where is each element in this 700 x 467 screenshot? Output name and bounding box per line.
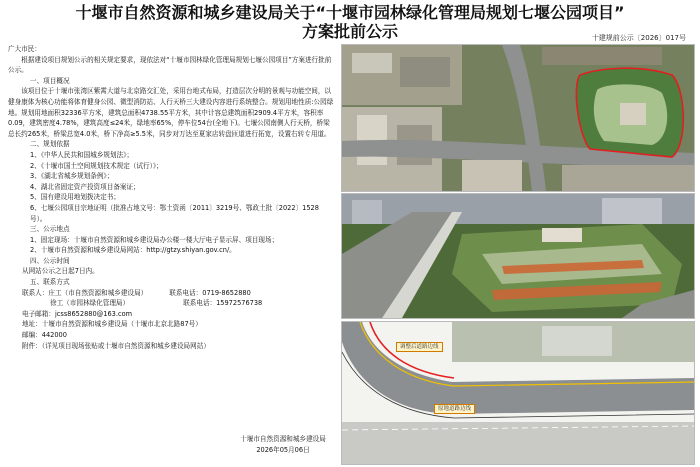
basis-item-2: 2、《十堰市国土空间规划技术规定（试行）》； bbox=[30, 161, 163, 170]
basis-item-5: 5、国有建设用地划拨决定书； bbox=[30, 193, 120, 202]
section-2-title: 二、规划依据 bbox=[30, 140, 70, 149]
road-drawing-image bbox=[341, 321, 695, 465]
rendering-image bbox=[341, 193, 695, 319]
adjusted-road-edge-label: 调整后道路边线 bbox=[396, 342, 443, 352]
contact-person-2: 徐工（市园林绿化管理局） bbox=[50, 299, 130, 308]
intro-paragraph: 根据建设项目规划公示的相关规定要求，现依法对“十堰市园林绿化管理局规划七堰公园项目”方案进行批前公示。 bbox=[8, 55, 332, 75]
section-5-title: 五、联系方式 bbox=[30, 278, 70, 287]
original-road-edge-label: 原地道路边线 bbox=[434, 404, 475, 414]
basis-item-3: 3、《湖北省城乡规划条例》； bbox=[30, 172, 114, 181]
greeting: 广大市民： bbox=[8, 45, 41, 53]
section-4-text: 从网站公示之日起7日内。 bbox=[22, 267, 99, 276]
basis-item-4: 4、湖北省固定资产投资项目备案证； bbox=[30, 182, 140, 191]
signature-block bbox=[228, 434, 338, 455]
location-item-2: 2、十堰市自然资源和城乡建设局网站：http://gtzy.shiyan.gov.cn/。 bbox=[30, 246, 236, 255]
contact-person-1: 联系人：庄工（市自然资源和城乡建设局） bbox=[22, 288, 148, 297]
contact-row-1 bbox=[8, 288, 335, 299]
contact-address: 地址：十堰市自然资源和城乡建设局（十堰市北京北路87号） bbox=[22, 320, 202, 329]
title-line-2: 方案批前公示 bbox=[301, 22, 398, 41]
contact-email: 电子邮箱：jcss8652880@163.com bbox=[22, 309, 133, 318]
document-number: 十建规前公示〔2026〕017号 bbox=[591, 34, 686, 42]
basis-item-6: 6、七堰公园项目宗地证明（批准占地文号：鄂土资函〔2011〕3219号、鄂政土批〔2022〕1528号）。 bbox=[30, 203, 319, 223]
location-item-1: 1、固定现场：十堰市自然资源和城乡建设局办公楼一楼大厅电子显示屏、项目现场； bbox=[30, 235, 279, 244]
notice-body bbox=[8, 44, 335, 462]
section-3-title: 三、公示地点 bbox=[30, 225, 70, 234]
contact-phone-2: 联系电话：15972576738 bbox=[183, 299, 263, 308]
contact-postcode: 邮编：442000 bbox=[22, 331, 67, 340]
signature-org: 十堰市自然资源和城乡建设局 bbox=[240, 435, 326, 443]
attachment-note: 附件：（详见项目现场张贴或十堰市自然资源和城乡建设局网站） bbox=[22, 341, 210, 350]
signature-date: 2026年05月06日 bbox=[256, 445, 310, 454]
section-1-text: 该项目位于十堰市张湾区紫霄大道与北京路交汇处，采用台地式布局，打造层次分明的景观与功能空间，以健身康体为核心功能将体育健身公园、微型消防站、人行天桥三大建设内容进行系统整合。规划用地性质:公园绿地。规划用地面积32336平方米，建筑总面积4738.55平方米，其中计容总建筑面积2909.4平方米，容积率0.09，建筑密度4.78%，建筑高度≤24米，绿地率65%，停车位54台(全地下)。七堰公园南侧人行天桥，桥梁总长约265米，桥梁总宽4.0米，桥下净高≥5.5米，同步对万达至夏家店转盘匝道进行拓宽，设置右转专用道。 bbox=[8, 87, 334, 138]
basis-item-1: 1、《中华人民共和国城乡规划法》； bbox=[30, 150, 134, 159]
section-4-title: 四、公示时间 bbox=[30, 256, 70, 265]
aerial-site-image bbox=[341, 44, 695, 192]
contact-phone-1: 联系电话：0719-8652880 bbox=[169, 288, 251, 297]
section-1-title: 一、项目概况 bbox=[30, 76, 70, 85]
contact-row-2 bbox=[8, 298, 335, 309]
title-line-1: 十堰市自然资源和城乡建设局关于“十堰市园林绿化管理局规划七堰公园项目” bbox=[75, 3, 625, 22]
